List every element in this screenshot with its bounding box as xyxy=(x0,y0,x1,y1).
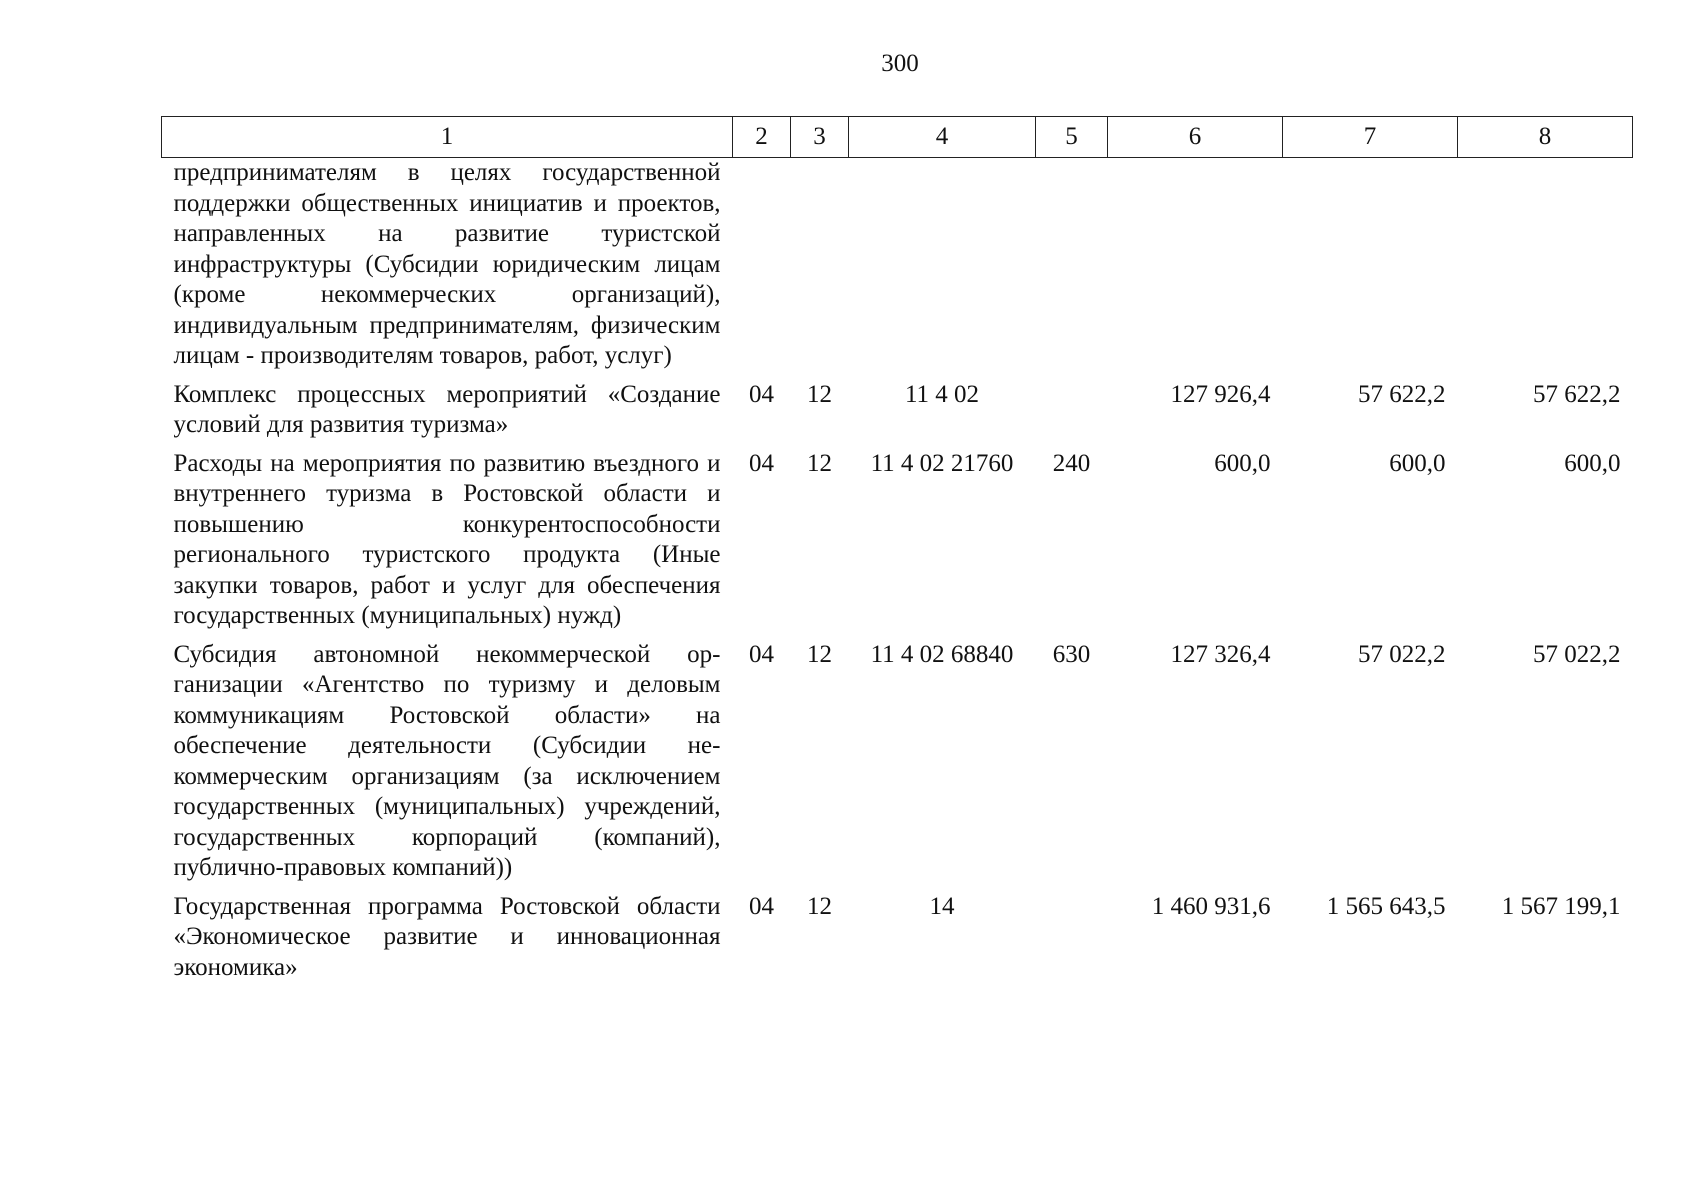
section-code: 04 xyxy=(749,892,774,920)
amount-col6: 600,0 xyxy=(1214,449,1271,477)
section-code xyxy=(733,158,791,380)
amount-col8 xyxy=(1458,158,1633,380)
table-row xyxy=(162,158,1633,380)
amount-col8: 600,0 xyxy=(1564,449,1621,477)
amount-col6: 127 926,4 xyxy=(1170,380,1271,408)
target-article-code: 11 4 02 21760 xyxy=(870,449,1014,477)
section-code: 04 xyxy=(749,449,774,477)
row-description: предпринимателям в целях государственной поддержки общественных инициатив и проектов, направленных на развитие туристской инфраструктуры (Субсидии юридическим лицам (кроме некоммерческих организаций), индивидуальным предпринимателям, физическим лицам - производителям товаров, работ, услуг) xyxy=(173,159,721,369)
amount-col6: 1 460 931,6 xyxy=(1151,892,1271,920)
header-cell: 6 xyxy=(1108,117,1283,158)
amount-col6 xyxy=(1108,158,1283,380)
target-article-code xyxy=(849,158,1036,380)
amount-col8: 57 622,2 xyxy=(1533,380,1621,408)
expense-type-code xyxy=(1036,158,1108,380)
budget-table xyxy=(161,116,1633,991)
subsection-code: 12 xyxy=(807,892,832,920)
target-article-code: 11 4 02 68840 xyxy=(870,640,1014,668)
row-description: Расходы на мероприятия по развитию въездного и внутреннего туризма в Ростовской области и повышению конкурентоспособности регионального туристского продукта (Иные закупки товаров, работ и услуг для обеспечения государственных (муниципальных) нужд) xyxy=(173,449,721,629)
header-cell: 8 xyxy=(1458,117,1633,158)
amount-col8: 1 567 199,1 xyxy=(1501,892,1621,920)
table-row xyxy=(162,380,1633,449)
header-cell: 4 xyxy=(849,117,1036,158)
expense-type-code: 240 xyxy=(1052,449,1091,477)
subsection-code: 12 xyxy=(807,380,832,408)
amount-col7: 1 565 643,5 xyxy=(1326,892,1446,920)
row-description: Субсидия автономной некоммерческой организации «Агентство по туризму и деловым коммуникациям Ростовской области» на обеспечение деятельности (Субсидии некоммерческим организациям (за исключением государственных (муниципальных) учреждений, государственных корпораций (компаний), публично-правовых компаний)) xyxy=(173,640,721,881)
table-row xyxy=(162,449,1633,640)
table-row xyxy=(162,892,1633,992)
table-row xyxy=(162,640,1633,892)
expense-type-code xyxy=(1036,380,1108,449)
page-number: 300 xyxy=(881,50,919,77)
header-cell: 3 xyxy=(791,117,849,158)
section-code: 04 xyxy=(749,380,774,408)
section-code: 04 xyxy=(749,640,774,668)
subsection-code: 12 xyxy=(807,449,832,477)
amount-col7: 57 622,2 xyxy=(1358,380,1446,408)
expense-type-code xyxy=(1036,892,1108,992)
row-description: Государственная программа Ростовской области «Экономическое развитие и инновационная экономика» xyxy=(173,892,721,981)
header-cell: 2 xyxy=(733,117,791,158)
target-article-code: 11 4 02 xyxy=(904,380,980,408)
table-header-row xyxy=(162,117,1633,158)
header-cell: 5 xyxy=(1036,117,1108,158)
subsection-code: 12 xyxy=(807,640,832,668)
amount-col7: 57 022,2 xyxy=(1358,640,1446,668)
amount-col7: 600,0 xyxy=(1389,449,1446,477)
header-cell: 7 xyxy=(1283,117,1458,158)
amount-col8: 57 022,2 xyxy=(1533,640,1621,668)
expense-type-code: 630 xyxy=(1052,640,1091,668)
subsection-code xyxy=(791,158,849,380)
amount-col6: 127 326,4 xyxy=(1170,640,1271,668)
row-description: Комплекс процессных мероприятий «Создание условий для развития туризма» xyxy=(173,380,721,438)
amount-col7 xyxy=(1283,158,1458,380)
target-article-code: 14 xyxy=(929,892,955,920)
header-cell: 1 xyxy=(162,117,733,158)
